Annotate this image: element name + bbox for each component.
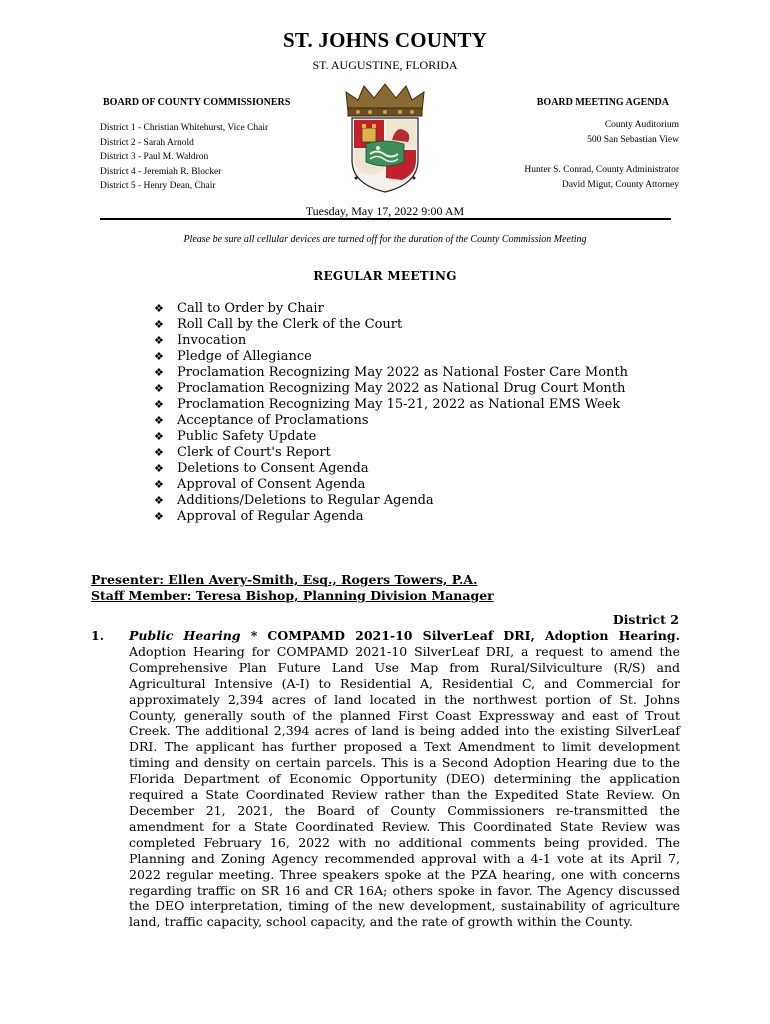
- agenda-item-label: Deletions to Consent Agenda: [177, 461, 369, 476]
- diamond-bullet-icon: ❖: [154, 478, 164, 491]
- cellphone-notice: Please be sure all cellular devices are turned off for the duration of the County Commission Meeting: [183, 234, 587, 245]
- diamond-bullet-icon: ❖: [154, 302, 164, 315]
- agenda-item-label: Approval of Consent Agenda: [177, 477, 366, 492]
- agenda-item-label: Public Safety Update: [177, 429, 317, 444]
- agenda-item: [154, 397, 628, 413]
- diamond-bullet-icon: ❖: [154, 510, 164, 523]
- agenda-item-label: Invocation: [177, 333, 247, 348]
- agenda-item: [154, 413, 628, 429]
- staff-member-line: Staff Member: Teresa Bishop, Planning Division Manager: [91, 588, 494, 603]
- diamond-bullet-icon: ❖: [154, 334, 164, 347]
- agenda-item: [154, 445, 628, 461]
- district-entry: District 4 - Jeremiah R. Blocker: [100, 166, 222, 177]
- diamond-bullet-icon: ❖: [154, 382, 164, 395]
- header-divider: [100, 218, 671, 220]
- presenter-line: Presenter: Ellen Avery-Smith, Esq., Rogers Towers, P.A.: [91, 572, 478, 587]
- agenda-item: [154, 461, 628, 477]
- agenda-item: [154, 429, 628, 445]
- diamond-bullet-icon: ❖: [154, 398, 164, 411]
- agenda-item-label: Proclamation Recognizing May 15-21, 2022 as National EMS Week: [177, 397, 621, 412]
- item-body-text: Adoption Hearing for COMPAMD 2021-10 SilverLeaf DRI, a request to amend the Comprehensive Plan Future Land Use Map from Rural/Silviculture (R/S) and Agricultural Intensive (A-I) to Residential A, Residential C, and Commercial for approximately 2,394 acres of land located in the northwest portion of St. Johns County, generally south of the planned First Coast Expressway and east of Trout Creek. The additional 2,394 acres of land is being added into the existing SilverLeaf DRI. The applicant has further proposed a Text Amendment to limit development timing and density on certain parcels. This is a Second Adoption Hearing due to the Florida Department of Economic Opportunity (DEO) determining the application required a State Coordinated Review rather than the Expedited State Review. On December 21, 2021, the Board of County Commissioners re-transmitted the amendment for a State Coordinated Review. This Coordinated State Review was completed February 16, 2022 with no additional comments being provided. The Planning and Zoning Agency recommended approval with a 4-1 vote at its April 7, 2022 regular meeting. Three speakers spoke at the PZA hearing, one with concerns regarding traffic on SR 16 and CR 16A; others spoke in favor. The Agency discussed the DEO interpretation, timing of the new development, sustainability of agriculture land, traffic capacity, school capacity, and the rate of growth within the County.: [129, 643, 680, 930]
- district-entry: District 5 - Henry Dean, Chair: [100, 181, 216, 192]
- agenda-item: [154, 349, 628, 365]
- district-entry: District 2 - Sarah Arnold: [100, 137, 194, 148]
- location-line: 500 San Sebastian View: [587, 135, 679, 145]
- agenda-item: [154, 365, 628, 381]
- district-list: [100, 121, 268, 194]
- diamond-bullet-icon: ❖: [154, 462, 164, 475]
- official-line: Hunter S. Conrad, County Administrator: [524, 165, 679, 175]
- agenda-item-label: Additions/Deletions to Regular Agenda: [177, 493, 434, 508]
- item-description: [129, 628, 680, 930]
- agenda-item: [154, 381, 628, 397]
- agenda-item-label: Pledge of Allegiance: [177, 349, 312, 364]
- board-agenda-heading: BOARD MEETING AGENDA: [536, 97, 669, 108]
- diamond-bullet-icon: ❖: [154, 446, 164, 459]
- item-heading: * COMPAMD 2021-10 SilverLeaf DRI, Adoption Hearing.: [240, 628, 680, 643]
- county-crest-icon: [340, 82, 430, 194]
- agenda-item-label: Call to Order by Chair: [177, 301, 324, 316]
- agenda-item: [154, 509, 628, 525]
- meeting-location: [587, 118, 679, 148]
- agenda-item: [154, 301, 628, 317]
- county-officials: [524, 163, 679, 192]
- agenda-item: [154, 493, 628, 509]
- agenda-item-label: Proclamation Recognizing May 2022 as National Drug Court Month: [177, 381, 626, 396]
- city-subtitle: ST. AUGUSTINE, FLORIDA: [312, 58, 458, 72]
- meeting-date: Tuesday, May 17, 2022 9:00 AM: [305, 204, 465, 218]
- location-line: County Auditorium: [604, 120, 679, 130]
- regular-meeting-heading: REGULAR MEETING: [313, 269, 457, 283]
- district-label: District 2: [612, 612, 679, 627]
- agenda-item-label: Approval of Regular Agenda: [177, 509, 364, 524]
- agenda-item-label: Proclamation Recognizing May 2022 as National Foster Care Month: [177, 365, 629, 380]
- diamond-bullet-icon: ❖: [154, 494, 164, 507]
- diamond-bullet-icon: ❖: [154, 350, 164, 363]
- agenda-item: [154, 317, 628, 333]
- board-commissioners-heading: BOARD OF COUNTY COMMISSIONERS: [103, 97, 291, 108]
- county-title: ST. JOHNS COUNTY: [282, 28, 488, 52]
- agenda-item-label: Clerk of Court's Report: [177, 445, 331, 460]
- district-entry: District 1 - Christian Whitehurst, Vice Chair: [100, 123, 269, 133]
- item-number: 1.: [91, 628, 105, 643]
- district-entry: District 3 - Paul M. Waldron: [100, 152, 209, 163]
- agenda-item-label: Roll Call by the Clerk of the Court: [177, 317, 403, 332]
- diamond-bullet-icon: ❖: [154, 414, 164, 427]
- diamond-bullet-icon: ❖: [154, 318, 164, 331]
- presenter-block: [91, 572, 494, 604]
- agenda-item: [154, 333, 628, 349]
- diamond-bullet-icon: ❖: [154, 430, 164, 443]
- item-kind: Public Hearing: [129, 628, 241, 643]
- agenda-item-label: Acceptance of Proclamations: [177, 413, 369, 428]
- agenda-item: [154, 477, 628, 493]
- diamond-bullet-icon: ❖: [154, 366, 164, 379]
- agenda-list: [154, 301, 628, 525]
- official-line: David Migut, County Attorney: [561, 179, 679, 190]
